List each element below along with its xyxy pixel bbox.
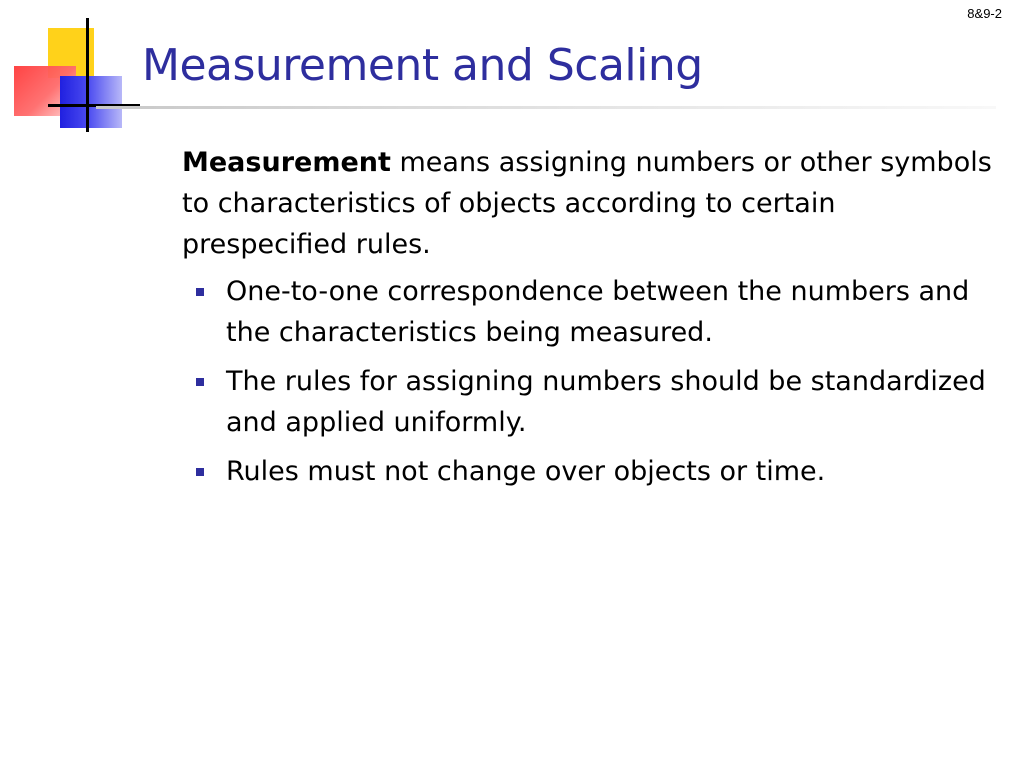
slide-body — [182, 142, 1002, 500]
bullet-item — [182, 451, 1002, 492]
square-bullet-icon — [196, 468, 204, 476]
slide-title: Measurement and Scaling — [142, 40, 703, 91]
bullet-item — [182, 271, 1002, 353]
definition-paragraph — [182, 142, 1002, 265]
blue-square — [60, 76, 122, 128]
defined-term: Measurement — [182, 147, 391, 178]
logo-vertical-line — [86, 18, 89, 132]
definition-text: means assigning numbers or other symbols to characteristics of objects according to certain prespecified rules. — [182, 147, 992, 260]
bullet-text: The rules for assigning numbers should be standardized and applied uniformly. — [226, 366, 986, 438]
slide-number: 8&9-2 — [967, 6, 1002, 21]
decorative-squares-logo — [0, 0, 160, 140]
bullet-text: One-to-one correspondence between the numbers and the characteristics being measured. — [226, 276, 970, 348]
bullet-text: Rules must not change over objects or time. — [226, 456, 826, 487]
bullet-item — [182, 361, 1002, 443]
square-bullet-icon — [196, 378, 204, 386]
title-divider — [96, 106, 996, 109]
bullet-list — [182, 271, 1002, 492]
square-bullet-icon — [196, 288, 204, 296]
